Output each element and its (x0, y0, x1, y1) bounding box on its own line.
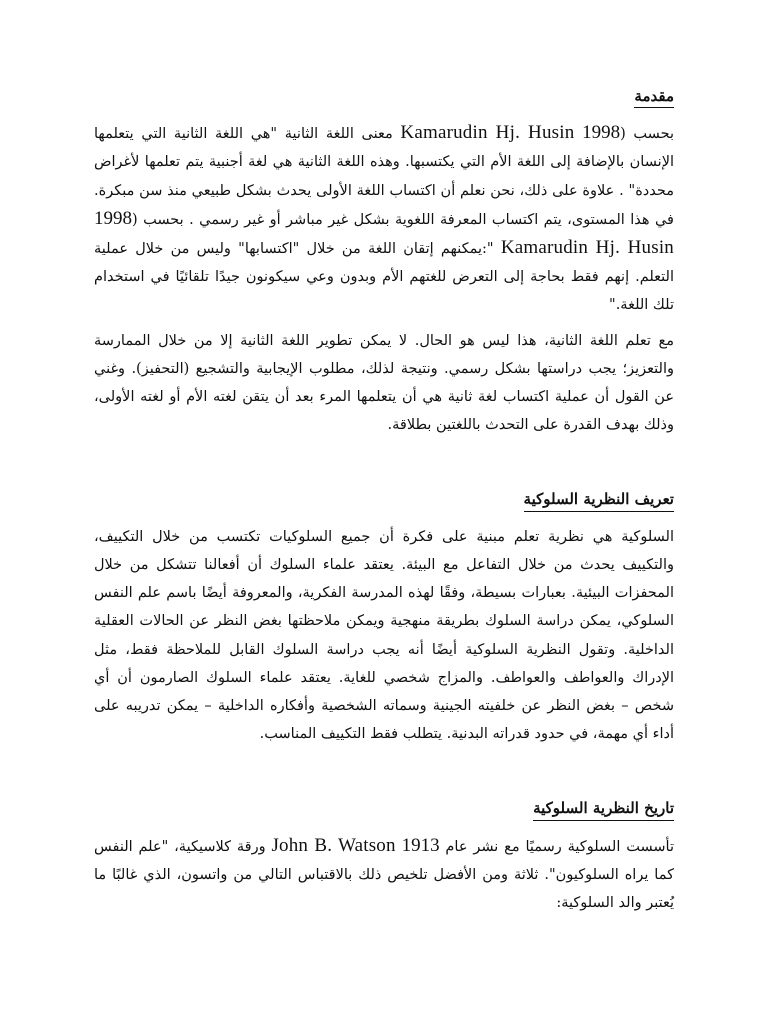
citation-year: 1998 (582, 122, 621, 144)
section-heading-introduction: مقدمة (634, 86, 674, 108)
author-name: Kamarudin Hj. Husin (400, 122, 575, 144)
paragraph: السلوكية هي نظرية تعلم مبنية على فكرة أن جميع السلوكيات تكتسب من خلال التكييف، والتكييف يحدث من خلال التفاعل مع البيئة. يعتقد علماء السلوك أن أفعالنا تتشكل من خلال المحفزات البيئية. بعبارات بسيطة، وفقًا لهذه المدرسة الفكرية، والمعروفة أيضًا باسم علم النفس السلوكي، يمكن دراسة السلوك بطريقة منهجية ويمكن ملاحظتها بغض النظر عن الحالات العقلية الداخلية. وتقول النظرية السلوكية أيضًا أنه يجب دراسة السلوك القابل للملاحظة فقط، مثل الإدراك والعواطف والعواطف. والمزاج شخصي للغاية. يعتقد علماء السلوك الصارمون أن أي شخص – بغض النظر عن خلفيته الجينية وسماته الشخصية وأفكاره الداخلية – يمكن تدريبه على أداء أي مهمة، في حدود قدراته البدنية. يتطلب فقط التكييف المناسب. (94, 528, 674, 743)
paragraph-text: ورقة كلاسيكية، "علم النفس كما يراه السلوكيون". ثلاثة ومن الأفضل تلخيص ذلك بالاقتباس التالي من واتسون، الذي غالبًا ما يُعتبر والد السلوكية: (94, 838, 674, 912)
publication-year: 1913 (401, 834, 440, 856)
author-name: John B. Watson (271, 834, 396, 856)
section-heading-behaviorism-history: تاريخ النظرية السلوكية (533, 798, 674, 820)
section-heading-behaviorism-definition: تعريف النظرية السلوكية (524, 489, 674, 511)
paragraph-text: معنى اللغة الثانية "هي اللغة الثانية التي يتعلمها الإنسان بالإضافة إلى اللغة الأم التي يكتسبها. وهذه اللغة الثانية هي لغة أجنبية يتم تعلمها لأغراض محددة" . علاوة على ذلك، نحن نعلم أن اكتساب اللغة الأولى يحدث بشكل طبيعي منذ سن مبكرة. في هذا المستوى، يتم اكتساب المعرفة اللغوية بشكل غير مباشر أو غير رسمي . بحسب ( (94, 126, 674, 228)
author-name: Kamarudin Hj. Husin (500, 237, 674, 259)
paragraph: مع تعلم اللغة الثانية، هذا ليس هو الحال. لا يمكن تطوير اللغة الثانية إلا من خلال الممارسة والتعزيز؛ يجب دراستها بشكل رسمي. ونتيجة لذلك، مطلوب الإيجابية والتشجيع (التحفيز). وغني عن القول أن عملية اكتساب لغة ثانية هي أن يتعلمها المرء بعد أن يتقن لغته الأم أو لغته الأولى، وذلك بهدف القدرة على التحدث باللغتين بطلاقة. (94, 332, 674, 434)
paragraph-text: ":يمكنهم إتقان اللغة من خلال "اكتسابها" وليس من خلال عملية التعلم. إنهم فقط بحاجة إلى التعرض للغتهم الأم وبدون وعي سيكونون جيدًا تلقائيًا في استخدام تلك اللغة." (94, 241, 674, 314)
paragraph (94, 119, 674, 319)
paragraph-text (574, 126, 582, 142)
paragraph (94, 832, 674, 918)
document-body (94, 86, 674, 917)
citation-year: 1998 (94, 207, 132, 229)
paragraph-text: بحسب ( (620, 126, 674, 143)
paragraph-text: تأسست السلوكية رسميًا مع نشر عام (439, 838, 675, 855)
